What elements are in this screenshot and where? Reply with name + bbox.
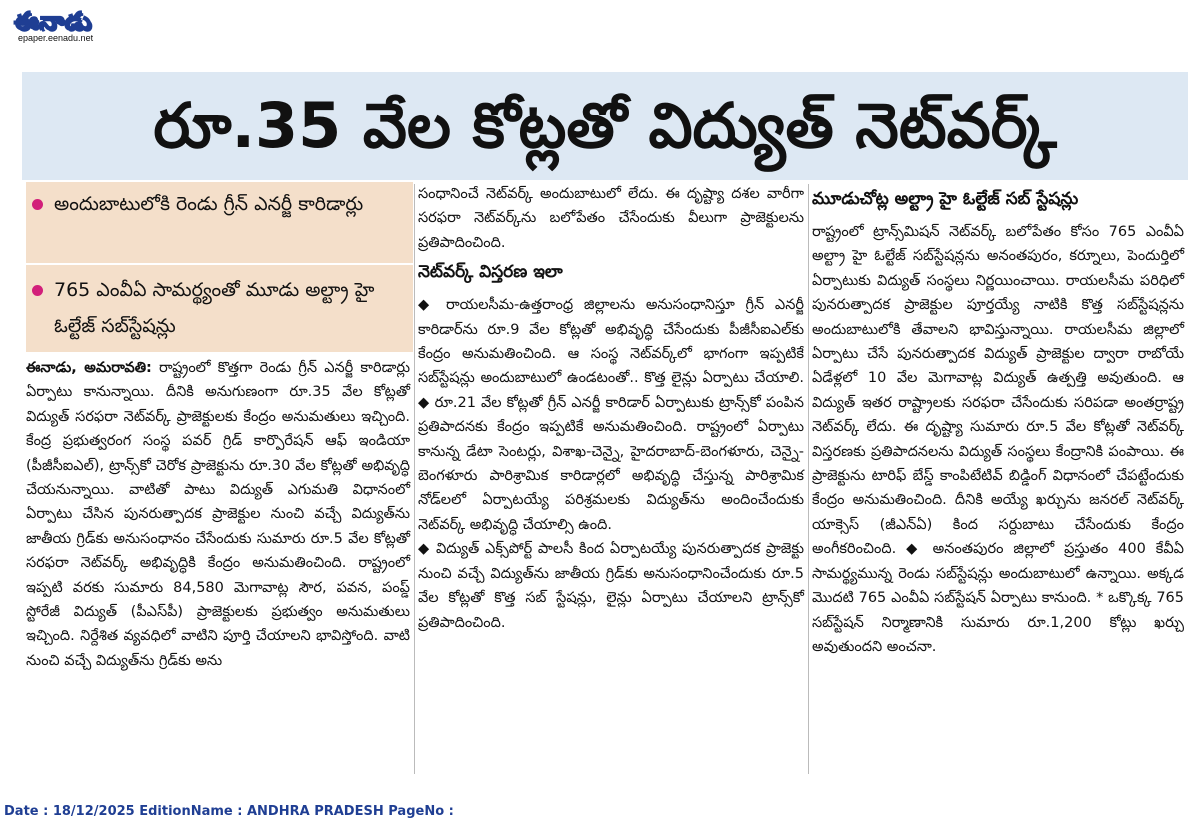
highlight-text: 765 ఎంవీఏ సామర్థ్యంతో మూడు అల్ట్రా హై ఓల్టేజ్‌ సబ్‌స్టేషన్లు bbox=[54, 279, 375, 337]
column-2-intro: సంధానించే నెట్‌వర్క్‌ అందుబాటులో లేదు. ఈ దృష్ట్యా దశల వారీగా సరఫరా నెట్‌వర్క్‌ను బలోపేతం చేసేందుకు వీలుగా ప్రాజెక్టులను ప్రతిపాదించింది. bbox=[418, 186, 804, 251]
column-2-paragraph-2: ◆ విద్యుత్‌ ఎక్స్‌పోర్ట్‌ పాలసీ కింద ఏర్పాటయ్యే పునరుత్పాదక ప్రాజెక్టు నుంచి వచ్చే విద్యుత్‌ను జాతీయ గ్రిడ్‌కు అనుసంధానించేందుకు రూ.5 వేల కోట్లతో కొత్త సబ్‌ స్టేషన్లు, లైన్లు ఏర్పాటు చేయాలని ట్రాన్స్‌కో ప్రతిపాదించింది. bbox=[418, 541, 804, 631]
column-2-paragraph-1: ◆ రాయలసీమ-ఉత్తరాంధ్ర జిల్లాలను అనుసంధానిస్తూ గ్రీన్‌ ఎనర్జీ కారిడార్‌ను రూ.9 వేల కోట్లతో అభివృద్ధి చేసేందుకు పీజీసీఐఎల్‌కు కేంద్రం అనుమతించింది. ఆ సంస్థ నెట్‌వర్క్‌లో భాగంగా ఇప్పటికే సబ్‌స్టేషన్లు అందుబాటులో ఉండటంతో.. కొత్త లైన్లు ఏర్పాటు చేయాలి. ◆ రూ.21 వేల కోట్లతో గ్రీన్‌ ఎనర్జీ కారిడార్‌ ఏర్పాటుకు ట్రాన్స్‌కో పంపిన ప్రతిపాదనకు కేంద్రం ఇప్పటికే అనుమతించింది. రాష్ట్రంలో ఏర్పాటు కానున్న డేటా సెంటర్లు, విశాఖ-చెన్నై, హైదరాబాద్‌-బెంగళూరు, చెన్నై-బెంగళూరు పారిశ్రామిక కారిడార్లలో అభివృద్ధి చేస్తున్న పారిశ్రామిక నోడ్‌లలో ఏర్పాటయ్యే పరిశ్రమలకు విద్యుత్‌ను అందించేందుకు నెట్‌వర్క్‌ అభివృద్ధి చేయాల్సి ఉంది. bbox=[418, 297, 804, 533]
column-rule bbox=[414, 184, 415, 774]
headline: రూ.35 వేల కోట్లతో విద్యుత్‌ నెట్‌వర్క్‌ bbox=[153, 89, 1057, 162]
news-clipping bbox=[22, 72, 1188, 777]
epaper-url: epaper.eenadu.net bbox=[18, 33, 94, 43]
column-1 bbox=[26, 356, 410, 776]
logo-text: ఈనాడు bbox=[14, 7, 92, 35]
bullet-icon bbox=[32, 199, 43, 210]
headline-band bbox=[22, 72, 1188, 180]
highlights-box bbox=[26, 182, 413, 352]
highlight-divider bbox=[26, 263, 413, 265]
column-3-body: రాష్ట్రంలో ట్రాన్స్‌మిషన్‌ నెట్‌వర్క్‌ బలోపేతం కోసం 765 ఎంవీఏ అల్ట్రా హై ఓల్టేజ్‌ సబ్‌స్టేషన్లను అనంతపురం, కర్నూలు, పెందుర్తిలో ఏర్పాటుకు విద్యుత్‌ సంస్థలు నిర్ణయించాయి. రాయలసీమ పరిధిలో పునరుత్పాదక ప్రాజెక్టుల పూర్తయ్యే నాటికి కొత్త సబ్‌స్టేషన్లను అందుబాటులోకి తేవాలని భావిస్తున్నాయి. రాయలసీమ జిల్లాలో ఏర్పాటు చేసే పునరుత్పాదక విద్యుత్‌ ప్రాజెక్టుల ద్వారా రాబోయే ఏడేళ్లలో 10 వేల మెగావాట్ల విద్యుత్‌ ఉత్పత్తి అవుతుంది. ఆ విద్యుత్‌ ఇతర రాష్ట్రాలకు సరఫరా చేసేందుకు సరిపడా అంతర్రాష్ట్ర నెట్‌వర్క్‌ లేదు. ఈ దృష్ట్యా సుమారు రూ.5 వేల కోట్లతో నెట్‌వర్క్‌ విస్తరణకు ప్రతిపాదనలను విద్యుత్‌ సంస్థలు కేంద్రానికి పంపాయి. ఈ ప్రాజెక్టును టారిఫ్‌ బేస్డ్‌ కాంపిటేటివ్‌ బిడ్డింగ్‌ విధానంలో చేపట్టేందుకు కేంద్రం అనుమతించింది. దీనికి అయ్యే ఖర్చును జనరల్‌ నెట్‌వర్క్‌ యాక్సెస్‌ (జీఎన్‌ఏ) కింద సర్దుబాటు చేసేందుకు కేంద్రం అంగీకరించింది. ◆ అనంతపురం జిల్లాలో ప్రస్తుతం 400 కేవీఏ సామర్థ్యమున్న రెండు సబ్‌స్టేషన్లు అందుబాటులో ఉన్నాయి. అక్కడ మొదటి 765 ఎంవీఏ సబ్‌స్టేషన్‌ ఏర్పాటు కానుంది. * ఒక్కొక్క 765 సబ్‌స్టేషన్‌ నిర్మాణానికి సుమారు రూ.1,200 కోట్లు ఖర్చు అవుతుందని అంచనా. bbox=[812, 224, 1184, 655]
edition-footer: Date : 18/12/2025 EditionName : ANDHRA PRADESH PageNo : bbox=[4, 804, 454, 819]
column-rule bbox=[808, 184, 809, 774]
subheading-substations: మూడుచోట్ల అల్ట్రా హై ఓల్టేజ్‌ సబ్‌ స్టేషన్లు bbox=[812, 189, 1079, 209]
subheading-network-expansion: నెట్‌వర్క్‌ విస్తరణ ఇలా bbox=[418, 262, 563, 283]
highlight-text: అందుబాటులోకి రెండు గ్రీన్‌ ఎనర్జీ కారిడార్లు bbox=[54, 193, 364, 215]
bullet-icon bbox=[32, 285, 43, 296]
dateline: ఈనాడు, అమరావతి: bbox=[26, 360, 152, 376]
column-3 bbox=[812, 182, 1184, 776]
column-2 bbox=[418, 182, 804, 776]
column-1-body: రాష్ట్రంలో కొత్తగా రెండు గ్రీన్‌ ఎనర్జీ కారిడార్లు ఏర్పాటు కానున్నాయి. దీనికి అనుగుణంగా రూ.35 వేల కోట్లతో విద్యుత్‌ సరఫరా నెట్‌వర్క్‌ ప్రాజెక్టులకు కేంద్రం అనుమతులు ఇచ్చింది. కేంద్ర ప్రభుత్వరంగ సంస్థ పవర్‌ గ్రిడ్‌ కార్పొరేషన్‌ ఆఫ్‌ ఇండియా (పీజీసీఐఎల్‌), ట్రాన్స్‌కో చెరోక ప్రాజెక్టును రూ.30 వేల కోట్లతో అభివృద్ధి చేయనున్నాయి. వాటితో పాటు విద్యుత్‌ ఎగుమతి విధానంలో ఏర్పాటు చేసిన పునరుత్పాదక ప్రాజెక్టుల నుంచి వచ్చే విద్యుత్‌ను జాతీయ గ్రిడ్‌కు అనుసంధానం చేసేందుకు సుమారు రూ.5 వేల కోట్లతో సరఫరా నెట్‌వర్క్‌ అభివృద్ధికి కేంద్రం అనుమతించింది. రాష్ట్రంలో ఇప్పటి వరకు సుమారు 84,580 మెగావాట్ల సౌర, పవన, పంప్డ్‌ స్టోరేజీ విద్యుత్‌ (పీఎస్‌పీ) ప్రాజెక్టులకు ప్రభుత్వం అనుమతులు ఇచ్చింది. నిర్దేశిత వ్యవధిలో వాటిని పూర్తి చేయాలని భావిస్తోంది. వాటి నుంచి వచ్చే విద్యుత్‌ను గ్రిడ్‌కు అను bbox=[26, 360, 410, 669]
